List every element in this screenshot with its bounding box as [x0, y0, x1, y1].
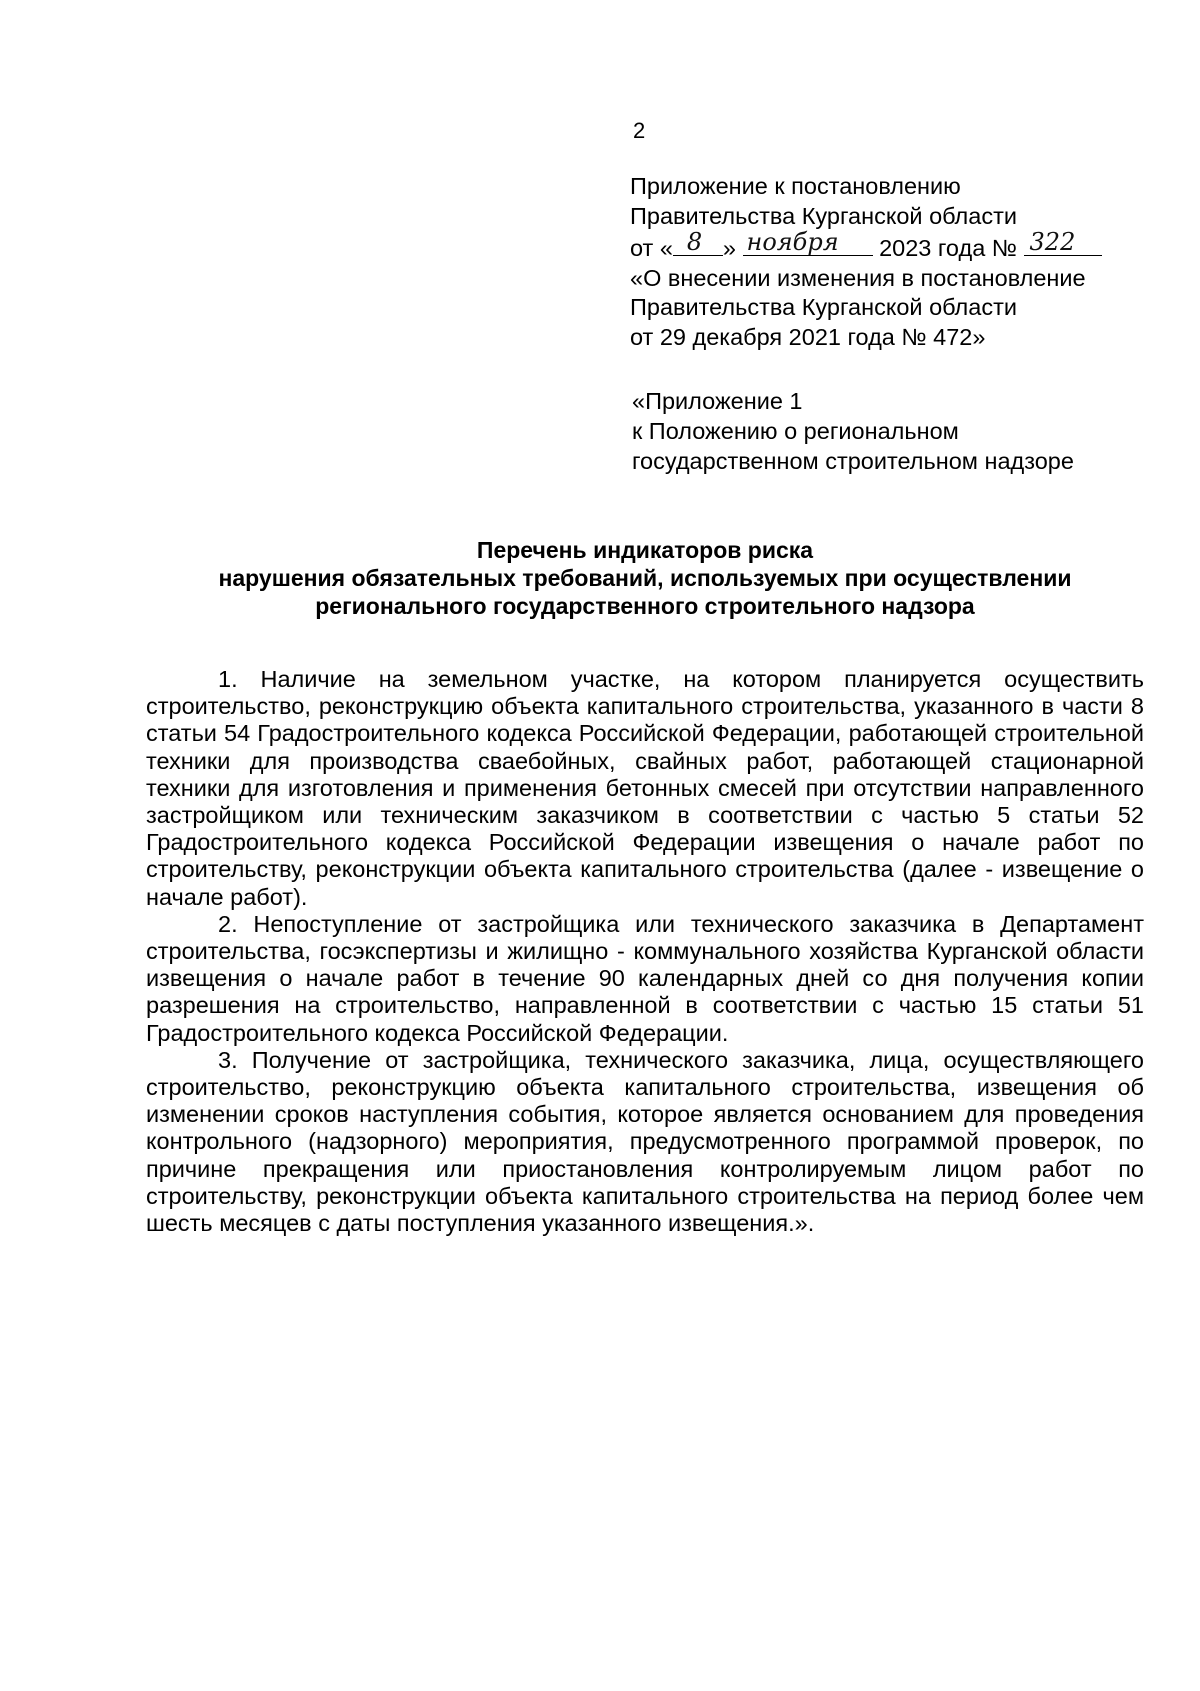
header-line-5: Правительства Курганской области — [630, 294, 1017, 320]
handwritten-month: ноября — [746, 227, 839, 256]
date-mid: » — [722, 235, 736, 261]
date-month-blank — [743, 227, 873, 256]
document-title — [140, 536, 1150, 620]
header-line-2: Правительства Курганской области — [630, 202, 1017, 229]
document-body — [146, 666, 1144, 1237]
attachment-header — [632, 386, 1074, 476]
date-day-blank — [673, 227, 723, 256]
resolution-header — [630, 172, 1102, 352]
handwritten-doc-number: 322 — [1029, 227, 1076, 256]
date-prefix: от « — [630, 235, 673, 261]
paragraph-1: 1. Наличие на земельном участке, на котором планируется осуществить строительство, реконструкцию объекта капитального строительства, указанного в части 8 статьи 54 Градостроительного кодекса Российской Федерации, работающей строительной техники для производства сваебойных, свайных работ, работающей стационарной техники для изготовления и применения бетонных смесей при отсутствии направленного застройщиком или техническим заказчиком в соответствии с частью 5 статьи 52 Градостроительного кодекса Российской Федерации извещения о начале работ по строительству, реконструкции объекта капитального строительства (далее - извещение о начале работ). — [146, 666, 1144, 910]
attachment-line-1: «Приложение 1 — [632, 388, 803, 414]
doc-number-blank — [1024, 227, 1102, 256]
header-date-line — [630, 227, 1102, 264]
attachment-line-2: к Положению о региональном — [632, 418, 959, 444]
date-year: 2023 года № — [879, 235, 1017, 261]
title-line-1: Перечень индикаторов риска — [476, 537, 814, 563]
header-line-6: от 29 декабря 2021 года № 472» — [630, 323, 986, 350]
paragraph-2: 2. Непоступление от застройщика или технического заказчика в Департамент строительства, госэкспертизы и жилищно - коммунального хозяйства Курганской области извещения о начале работ в течение 90 календарных дней со дня получения копии разрешения на строительство, направленной в соответствии с частью 15 статьи 51 Градостроительного кодекса Российской Федерации. — [146, 910, 1144, 1046]
header-line-1: Приложение к постановлению — [630, 173, 961, 199]
attachment-line-3: государственном строительном надзоре — [632, 448, 1074, 474]
title-line-2: нарушения обязательных требований, используемых при осуществлении — [218, 565, 1072, 591]
title-line-3: регионального государственного строительного надзора — [315, 593, 975, 619]
handwritten-day: 8 — [686, 227, 703, 256]
header-line-4: «О внесении изменения в постановление — [630, 264, 1086, 291]
page-number: 2 — [633, 118, 646, 143]
paragraph-3: 3. Получение от застройщика, технического заказчика, лица, осуществляющего строительство, реконструкцию объекта капитального строительства, извещения об изменении сроков наступления события, которое является основанием для проведения контрольного (надзорного) мероприятия, предусмотренного программой проверок, по причине прекращения или приостановления контролируемым лицом работ по строительству, реконструкции объекта капитального строительства на период более чем шесть месяцев с даты поступления указанного извещения.». — [146, 1046, 1144, 1237]
